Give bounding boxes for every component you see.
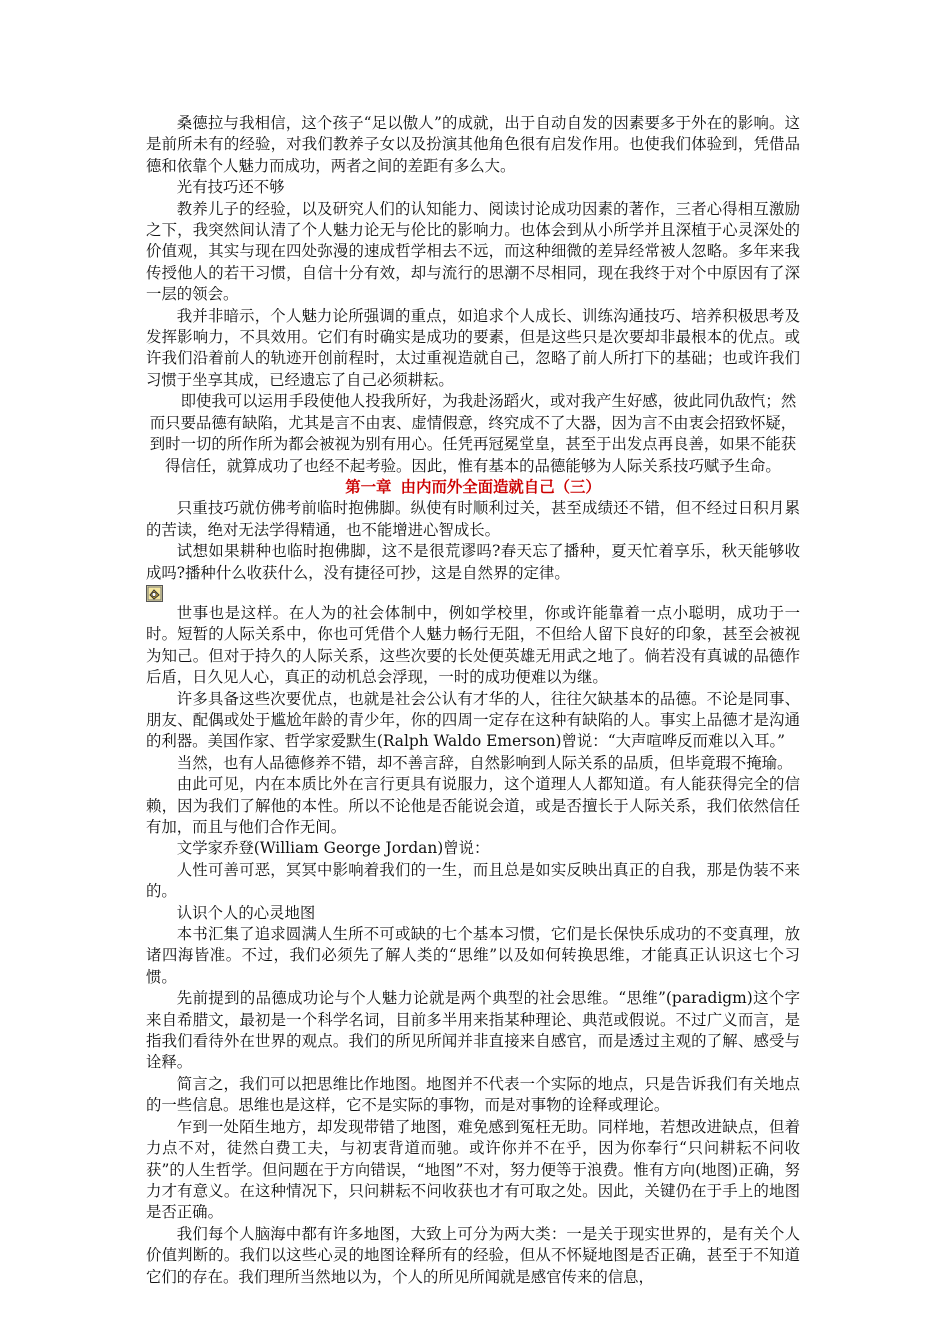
paragraph: 教养儿子的经验，以及研究人们的认知能力、阅读讨论成功因素的著作，三者心得相互激励之下，我突然间认清了个人魅力论无与伦比的影响力。也体会到从小所学并且深植于心灵深处的价值观，其实与现在四处弥漫的速成哲学相去不远，而这种细微的差异经常被人忽略。多年来我传授他人的若干习惯，自信十分有效，却与流行的思潮不尽相同，现在我终于对个中原因有了深一层的领会。: [146, 199, 800, 304]
paragraph: 我们每个人脑海中都有许多地图，大致上可分为两大类：一是关于现实世界的，是有关个人价值判断的。我们以这些心灵的地图诠释所有的经验，但从不怀疑地图是否正确，甚至于不知道它们的存在。我们理所当然地以为，个人的所见所闻就是感官传来的信息，: [146, 1224, 800, 1286]
document-page: [146, 113, 800, 1288]
paragraph: 桑德拉与我相信，这个孩子“足以傲人”的成就，出于自动自发的因素要多于外在的影响。这是前所未有的经验，对我们教养子女以及扮演其他角色很有启发作用。也使我们体验到，凭借品德和依靠个人魅力而成功，两者之间的差距有多么大。: [146, 114, 800, 175]
paragraph: 乍到一处陌生地方，却发现带错了地图，难免感到冤枉无助。同样地，若想改进缺点，但着力点不对，徒然白费工夫，与初衷背道而驰。或许你并不在乎，因为你奉行“只问耕耘不问收获”的人生哲学。但问题在于方向错误，“地图”不对，努力便等于浪费。惟有方向(地图)正确，努力才有意义。在这种情况下，只问耕耘不问收获也才有可取之处。因此，关键仍在于手上的地图是否正确。: [146, 1117, 800, 1222]
paragraph: 文学家乔登(William George Jordan)曾说：: [176, 839, 490, 858]
paragraph: 先前提到的品德成功论与个人魅力论就是两个典型的社会思维。“思维”(paradigm)这个字来自希腊文，最初是一个科学名词，目前多半用来指某种理论、典范或假说。不过广义而言，是指我们看待外在世界的观点。我们的所见所闻并非直接来自感官，而是透过主观的了解、感受与诠释。: [146, 989, 800, 1072]
icon-row: [146, 584, 800, 603]
chapter-heading: 第一章 由内而外全面造就自己（三）: [345, 477, 601, 496]
quote-paragraph: 人性可善可恶，冥冥中影响着我们的一生，而且总是如实反映出真正的自我，那是伪装不来的。: [146, 860, 800, 901]
paragraph: 本书汇集了追求圆满人生所不可或缺的七个基本习惯，它们是长保快乐成功的不变真理，放诸四海皆准。不过，我们必须先了解人类的“思维”以及如何转换思维，才能真正认识这七个习惯。: [146, 925, 800, 986]
section-subtitle: 认识个人的心灵地图: [176, 903, 316, 922]
paragraph: 只重技巧就仿佛考前临时抱佛脚。纵使有时顺利过关，甚至成绩还不错，但不经过日积月累的苦读，绝对无法学得精通，也不能增进心智成长。: [146, 499, 800, 539]
paragraph: 简言之，我们可以把思维比作地图。地图并不代表一个实际的地点，只是告诉我们有关地点的一些信息。思维也是这样，它不是实际的事物，而是对事物的诠释或理论。: [146, 1074, 800, 1115]
paragraph: 由此可见，内在本质比外在言行更具有说服力，这个道理人人都知道。有人能获得完全的信赖，因为我们了解他的本性。所以不论他是否能说会道，或是否擅长于人际关系，我们依然信任有加，而且与他们合作无间。: [146, 775, 800, 836]
section-subtitle: 光有技巧还不够: [176, 178, 285, 197]
paragraph: 世事也是这样。在人为的社会体制中，例如学校里，你或许能靠着一点小聪明，成功于一时。短暂的人际关系中，你也可凭借个人魅力畅行无阻，不但给人留下良好的印象，甚至会被视为知己。但对于持久的人际关系，这些次要的长处便英雄无用武之地了。倘若没有真诚的品德作后盾，日久见人心，真正的动机总会浮现，一时的成功便难以为继。: [146, 603, 800, 687]
paragraph: 我并非暗示，个人魅力论所强调的重点，如追求个人成长、训练沟通技巧、培养积极思考及发挥影响力，不具效用。它们有时确实是成功的要素，但是这些只是次要却非最根本的优点。或许我们沿着前人的轨迹开创前程时，太过重视造就自己，忽略了前人所打下的基础；也或许我们习惯于坐享其成，已经遗忘了自己必须耕耘。: [146, 306, 800, 389]
document-icon[interactable]: [146, 585, 163, 602]
centered-paragraph: 即使我可以运用手段使他人投我所好，为我赴汤蹈火，或对我产生好感，彼此同仇敌忾；然而只要品德有缺陷，尤其是言不由衷、虚情假意，终究成不了大器，因为言不由衷会招致怀疑，到时一切的所作所为都会被视为别有用心。任凭再冠冕堂皇，甚至于出发点再良善，如果不能获得信任，就算成功了也经不起考验。因此，惟有基本的品德能够为人际关系技巧赋予生命。: [149, 392, 797, 475]
paragraph: 许多具备这些次要优点，也就是社会公认有才华的人，往往欠缺基本的品德。不论是同事、朋友、配偶或处于尴尬年龄的青少年，你的四周一定存在这种有缺陷的人。事实上品德才是沟通的利器。美国作家、哲学家爱默生(Ralph Waldo Emerson)曾说：“大声喧哗反而难以入耳。”: [146, 689, 800, 751]
paragraph: 当然，也有人品德修养不错，却不善言辞，自然影响到人际关系的品质，但毕竟瑕不掩瑜。: [176, 753, 793, 772]
paragraph: 试想如果耕种也临时抱佛脚，这不是很荒谬吗?春天忘了播种，夏天忙着享乐，秋天能够收成吗?播种什么收获什么，没有捷径可抄，这是自然界的定律。: [146, 542, 800, 582]
